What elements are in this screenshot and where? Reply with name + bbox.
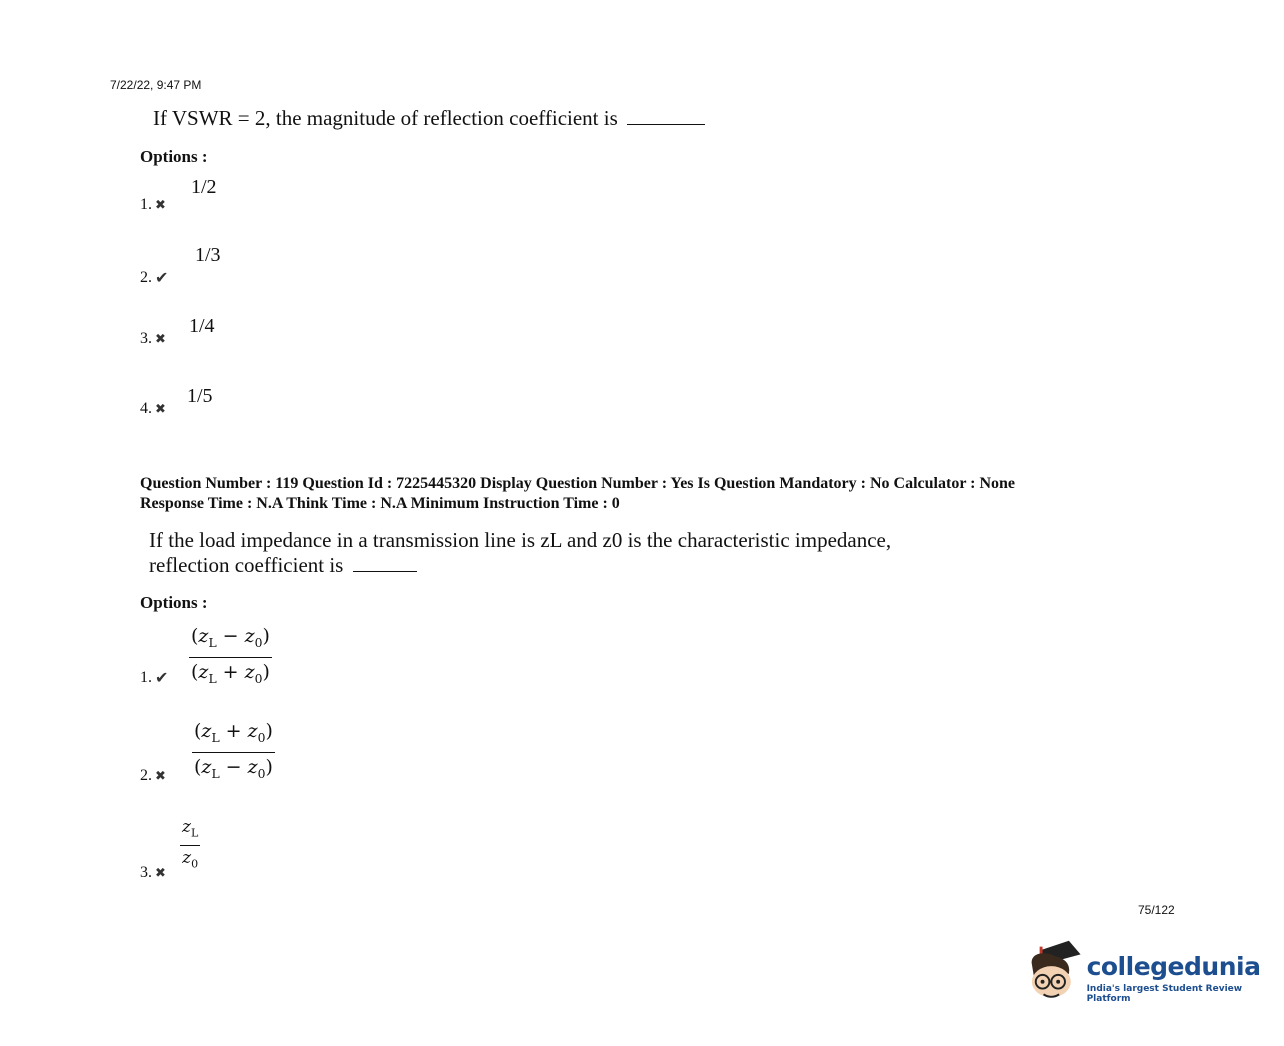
- answer-blank: [353, 553, 417, 572]
- page-number: 75/122: [1138, 903, 1175, 917]
- option-number: 3.: [140, 330, 152, 347]
- options-label: Options :: [140, 147, 208, 166]
- graduate-mascot-icon: [1026, 940, 1081, 1002]
- option-2-number: [140, 767, 166, 785]
- fraction-denominator: $z_0$: [182, 848, 199, 871]
- fraction-numerator: $(z_L - z_0)$: [191, 625, 270, 650]
- option-number: 1.: [140, 668, 152, 686]
- option-number: 3.: [140, 864, 152, 881]
- question-text-line-2-body: reflection coefficient is: [149, 553, 344, 577]
- option-4-value: 1/5: [187, 385, 213, 407]
- option-number: 1.: [140, 196, 152, 213]
- question-text: [149, 528, 891, 578]
- question-meta-line-1: Question Number : 119 Question Id : 7225445320 Display Question Number : Yes Is Question Mandatory : No Calculator : None: [140, 475, 1016, 492]
- option-3-number: [140, 330, 166, 348]
- option-1-value: 1/2: [191, 176, 217, 198]
- cross-icon: ✖: [155, 331, 166, 347]
- question-text-body: If VSWR = 2, the magnitude of reflection coefficient is: [153, 106, 618, 130]
- option-4-number: [140, 400, 166, 418]
- cross-icon: ✖: [155, 865, 166, 881]
- brand-tagline: India's largest Student Review Platform: [1086, 984, 1243, 1004]
- check-icon: ✔: [155, 268, 169, 287]
- option-1-fraction: [189, 622, 272, 693]
- fraction-numerator: $z_L$: [182, 817, 199, 840]
- cross-icon: ✖: [155, 768, 166, 784]
- option-2-value: 1/3: [195, 244, 221, 266]
- cross-icon: ✖: [155, 401, 166, 417]
- question-text-line-2: [149, 553, 891, 578]
- option-2-fraction: [192, 717, 275, 788]
- option-1-number: [140, 668, 168, 687]
- question-meta: [140, 474, 1015, 514]
- fraction-numerator: $(z_L + z_0)$: [194, 720, 273, 745]
- question-text-line-1: If the load impedance in a transmission line is zL and z0 is the characteristic impedance,: [149, 528, 892, 552]
- option-3-number: [140, 864, 166, 882]
- question-text: [153, 106, 705, 131]
- option-number: 2.: [140, 268, 152, 286]
- option-3-fraction: [180, 815, 200, 877]
- answer-blank: [627, 106, 705, 125]
- option-3-value: 1/4: [189, 315, 215, 337]
- option-number: 2.: [140, 767, 152, 784]
- option-2-number: [140, 268, 168, 287]
- fraction-denominator: $(z_L - z_0)$: [194, 755, 273, 781]
- check-icon: ✔: [155, 668, 169, 687]
- fraction-denominator: $(z_L + z_0)$: [191, 660, 270, 686]
- brand-name: collegedunia: [1086, 952, 1261, 981]
- collegedunia-logo: [1026, 940, 1284, 1004]
- options-label: Options :: [140, 593, 208, 612]
- cross-icon: ✖: [155, 197, 166, 213]
- option-1-number: [140, 196, 166, 214]
- question-meta-line-2: Response Time : N.A Think Time : N.A Minimum Instruction Time : 0: [140, 495, 620, 512]
- print-timestamp: 7/22/22, 9:47 PM: [110, 78, 202, 92]
- option-number: 4.: [140, 400, 152, 417]
